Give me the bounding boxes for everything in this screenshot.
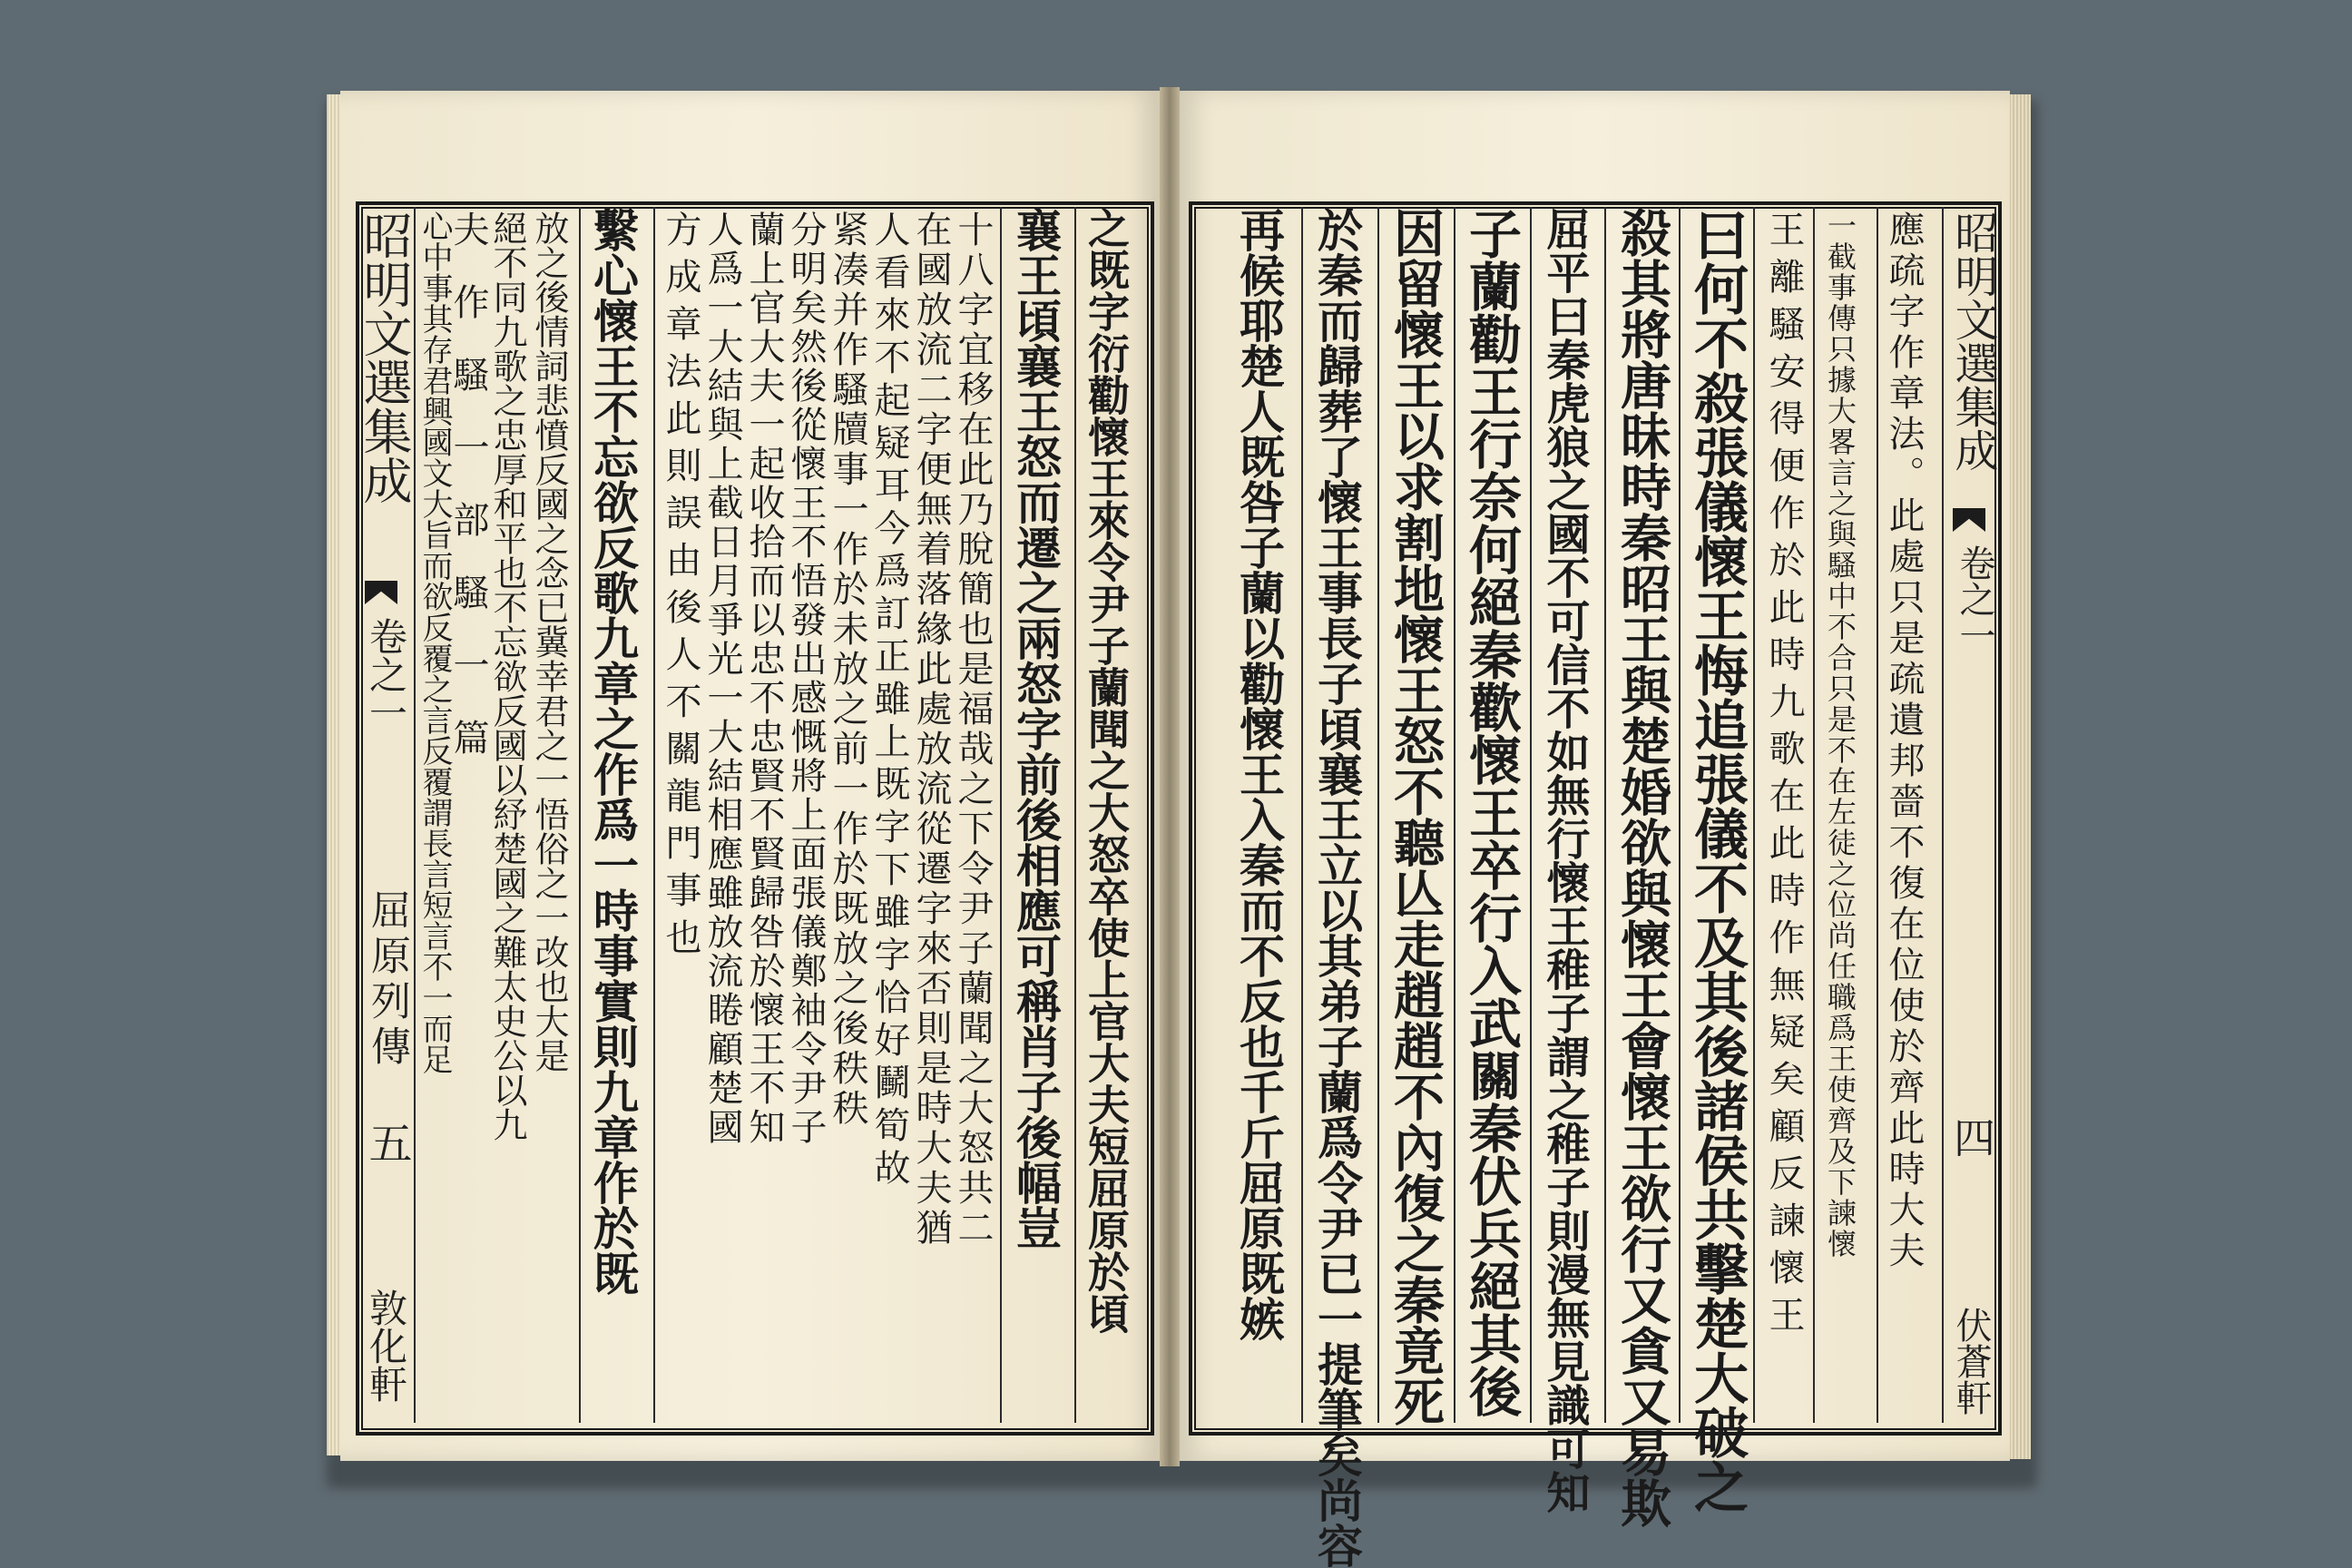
left-column-2: 襄王頃襄王怒而遷之兩怒字前後相應可稱肖子後幅豈 [1009,207,1063,1250]
left-column-15: 心中事其存君興國文大旨而欲反覆之言反覆謂長言短言不一而足 [416,211,453,1074]
left-column-14: 夫作騷一部騷一篇 [447,211,489,791]
left-margin-chapter: 卷之一 [364,617,408,731]
left-column-7: 分明矣然後從懷王不悟發出感慨將上面張儀鄭袖令尹子 [785,211,827,1147]
right-margin-rule [1942,207,1944,1423]
right-column-4: 曰何不殺張儀懷王悔追張儀不及其後諸侯共擊楚大破之 [1685,207,1749,1514]
column-rule [1074,207,1076,1423]
left-column-3: 十八字宜移在此乃脫簡也是福哉之下令尹子蘭聞之大怒共二 [952,211,994,1249]
column-rule [653,207,655,1423]
right-column-5: 殺其將唐昧時秦昭王與楚婚欲與懷王會懷王欲行又貪又易欺 [1612,207,1672,1528]
left-margin-rule [414,207,416,1423]
right-margin-publisher: 伏蒼軒 [1950,1307,1992,1416]
column-rule [1679,207,1681,1423]
left-margin-publisher: 敦化軒 [364,1289,408,1403]
column-rule [1530,207,1532,1423]
right-column-10: 再候耶楚人既咎子蘭以勸懷王入秦而不反也千斤屈原既嫉 [1232,207,1286,1341]
right-column-2: 一截事傳只據大畧言之與騷中不合只是不在左徒之位尚任職爲王使齊及下諫懷 [1823,211,1857,1259]
column-rule [1604,207,1606,1423]
column-rule [1301,207,1303,1423]
right-column-1: 應疏字作章法。此處只是疏遺邦嗇不復在位使於齊此時大夫 [1883,211,1925,1272]
column-rule [579,207,581,1423]
right-column-9: 於秦而歸葬了懷王事長子頃襄王立以其弟子蘭爲令尹已一提筆矣尚容 [1310,207,1364,1568]
left-column-11: 繫心懷王不忘欲反歌九章之作爲一時事實則九章作於既 [586,207,640,1296]
right-column-3: 王離騷安得便作於此時九歌在此時作無疑矣顧反諫懷王 [1763,211,1805,1343]
book-gutter [1160,87,1180,1466]
right-column-8: 因留懷王以求割地懷王怒不聽亾走趙趙不內復之秦竟死 [1386,207,1446,1426]
column-rule [1000,207,1002,1423]
left-column-6: 紧凑并作騷牘事一作於未放之前一作於既放之後秩秩 [827,211,868,1129]
left-margin-title: 昭明文選集成 [356,211,413,505]
column-rule [1377,207,1379,1423]
right-margin-title: 昭明文選集成 [1947,211,1998,472]
left-column-10: 方成章法此則誤由後人不關龍門事也 [660,211,701,965]
column-rule [1813,207,1815,1423]
left-column-1: 之既字衍勸懷王來令尹子蘭聞之大怒卒使上官大夫短屈原於頃 [1082,207,1131,1334]
left-column-5: 人看來不起疑耳今爲訂正雖上既字下雖字恰好鬭筍故 [868,211,910,1191]
left-column-8: 蘭上官大夫一起收拾而以忠不忠賢不賢歸咎於懷王不知 [743,211,785,1147]
left-margin-page-number: 五 [361,1121,412,1164]
right-margin-page-number: 四 [1947,1116,1996,1158]
column-rule [1454,207,1455,1423]
left-column-9: 人爲一大結與上截日月爭光一大結相應雖放流睠顧楚國 [701,211,743,1147]
right-column-7: 子蘭勸王行奈何絕秦歡懷王卒行入武關秦伏兵絕其後 [1460,207,1522,1417]
left-column-4: 在國放流二字便無着落緣此處放流從遷字來否則是時大夫猶 [910,211,952,1249]
right-margin-chapter: 卷之一 [1954,544,1995,653]
left-column-13: 絕不同九歌之忠厚和平也不忘欲反國以紓楚國之難太史公以九 [487,211,527,1142]
column-rule [1877,207,1878,1423]
left-margin-section: 屈原列傳 [364,889,410,1071]
left-column-12: 放之後情詞悲憤反國之念已冀幸君之一悟俗之一改也大是 [529,211,569,1073]
column-rule [1753,207,1755,1423]
right-page-edges [2007,94,2031,1459]
right-column-6: 屈平曰秦虎狼之國不可信不如無行懷王稚子謂之稚子則漫無見識可知 [1539,207,1590,1514]
